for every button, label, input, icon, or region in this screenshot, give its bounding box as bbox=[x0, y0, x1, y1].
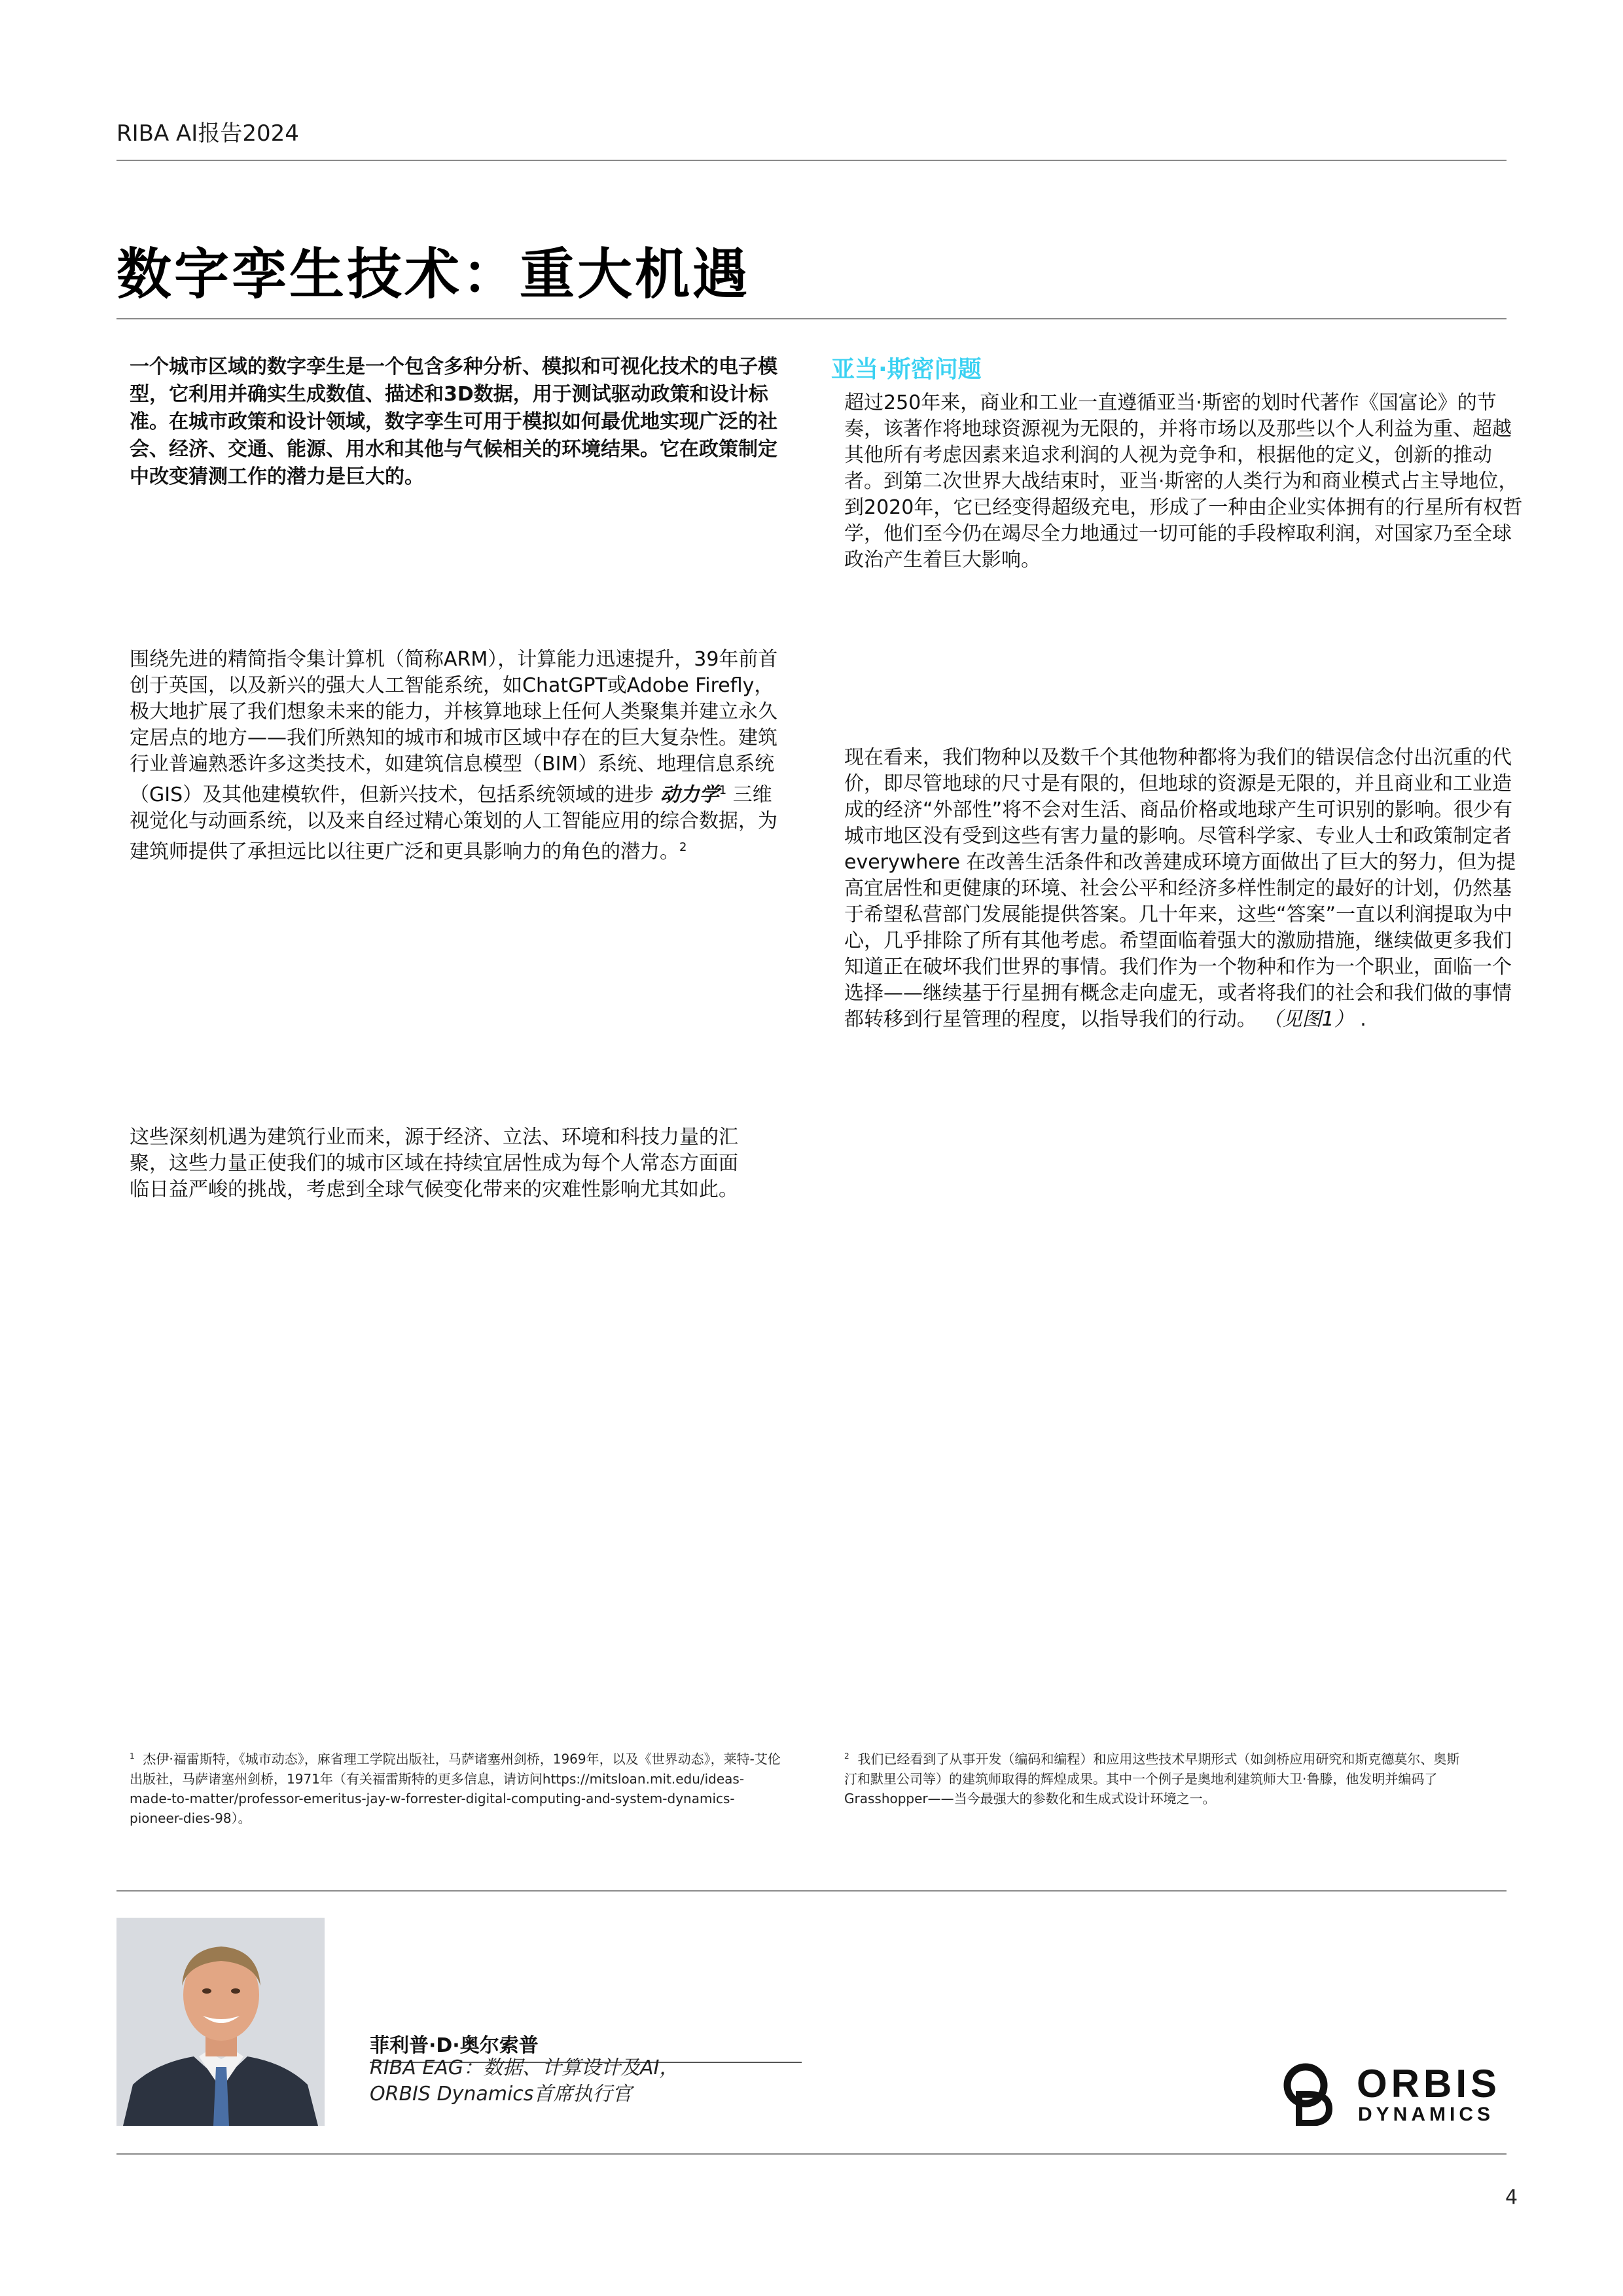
logo-wordmark-orbis: ORBIS bbox=[1357, 2062, 1501, 2106]
footnote-ref-1[interactable]: 1 bbox=[719, 783, 727, 797]
logo-wordmark-dynamics: DYNAMICS bbox=[1358, 2104, 1495, 2125]
portrait-illustration bbox=[116, 1918, 325, 2126]
author-top-divider bbox=[116, 1890, 1507, 1892]
author-role-line-1: RIBA EAG：数据、计算设计及AI， bbox=[370, 2056, 679, 2079]
footnote-2-text: 我们已经看到了从事开发（编码和编程）和应用这些技术早期形式（如剑桥应用研究和斯克德莫尔、奥斯汀和默里公司等）的建筑师取得的辉煌成果。其中一个例子是奥地利建筑师大卫·鲁滕，他发明并编码了Grasshopper——当今最强大的参数化和生成式设计环境之一。 bbox=[844, 1751, 1460, 1806]
intro-paragraph: 一个城市区域的数字孪生是一个包含多种分析、模拟和可视化技术的电子模型，它利用并确实生成数值、描述和3D数据，用于测试驱动政策和设计标准。在城市政策和设计领域，数字孪生可用于模拟如何最优地实现广泛的社会、经济、交通、能源、用水和其他与气候相关的环境结果。它在政策制定中改变猜测工作的潜力是巨大的。 bbox=[130, 355, 777, 488]
right-paragraph-1: 超过250年来，商业和工业一直遵循亚当·斯密的划时代著作《国富论》的节奏，该著作将地球资源视为无限的，并将市场以及那些以个人利益为重、超越其他所有考虑因素来追求利润的人视为竞争和，根据他的定义，创新的推动者。到第二次世界大战结束时，亚当·斯密的人类行为和商业模式占主导地位，到2020年，它已经变得超级充电，形成了一种由企业实体拥有的行星所有权哲学，他们至今仍在竭尽全力地通过一切可能的手段榨取利润，对国家乃至全球政治产生着巨大影响。 bbox=[844, 391, 1523, 571]
footnote-ref-2[interactable]: 2 bbox=[679, 840, 687, 854]
header-divider bbox=[116, 160, 1507, 161]
orbis-logo-mark bbox=[1279, 2060, 1515, 2126]
left-paragraph-2: 这些深刻机遇为建筑行业而来，源于经济、立法、环境和科技力量的汇聚，这些力量正使我们的城市区域在持续宜居性成为每个人常态方面面临日益严峻的挑战，考虑到全球气候变化带来的灾难性影响尤其如此。 bbox=[130, 1126, 738, 1201]
figure-reference[interactable]: （见图1） bbox=[1262, 1008, 1354, 1031]
footnote-1-number: 1 bbox=[130, 1751, 135, 1761]
section-subheading: 亚当·斯密问题 bbox=[831, 356, 982, 383]
orbis-dynamics-logo bbox=[1279, 2060, 1515, 2126]
report-header: RIBA AI报告2024 bbox=[116, 120, 299, 147]
footnote-1 bbox=[130, 1746, 784, 1828]
footer-divider bbox=[116, 2153, 1507, 2155]
left-paragraph-1-text-a: 围绕先进的精简指令集计算机（简称ARM），计算能力迅速提升，39年前首创于英国，以及新兴的强大人工智能系统，如ChatGPT或Adobe Firefly，极大地扩展了我们想象未来的能力，并核算地球上任何人类聚集并建立永久定居点的地方——我们所熟知的城市和城市区域中存在的巨大复杂性。建筑行业普遍熟悉许多这类技术，如建筑信息模型（BIM）系统、地理信息系统（GIS）及其他建模软件，但新兴技术，包括系统领域的进步 bbox=[130, 648, 778, 806]
left-paragraph-1-text-b: 三维视觉化与动画系统，以及来自经过精心策划的人工智能应用的综合数据，为建筑师提供了承担远比以往更广泛和更具影响力的角色的潜力。 bbox=[130, 783, 777, 863]
page-number: 4 bbox=[1505, 2186, 1518, 2209]
dynamics-emphasis: 动力学 bbox=[660, 783, 719, 806]
author-name: 菲利普·D·奥尔索普 bbox=[370, 2034, 539, 2057]
right-paragraph-2-end: . bbox=[1360, 1008, 1366, 1031]
author-photo bbox=[116, 1918, 325, 2126]
author-role-line-2: ORBIS Dynamics首席执行官 bbox=[370, 2083, 632, 2106]
title-divider bbox=[116, 318, 1507, 319]
left-paragraph-1 bbox=[130, 647, 791, 865]
author-role bbox=[370, 2055, 841, 2108]
page-title: 数字孪生技术：重大机遇 bbox=[116, 242, 751, 306]
right-paragraph-2-text: 现在看来，我们物种以及数千个其他物种都将为我们的错误信念付出沉重的代价，即尽管地球的尺寸是有限的，但地球的资源是无限的，并且商业和工业造成的经济“外部性”将不会对生活、商品价格或地球产生可识别的影响。很少有城市地区没有受到这些有害力量的影响。尽管科学家、专业人士和政策制定者 everywhere 在改善生活条件和改善建成环境方面做出了巨大的努力，但为提高宜居性和更健康的环境、社会公平和经济多样性制定的最好的计划，仍然基于希望私营部门发展能提供答案。几十年来，这些“答案”一直以利润提取为中心，几乎排除了所有其他考虑。希望面临着强大的激励措施，继续做更多我们知道正在破坏我们世界的事情。我们作为一个物种和作为一个职业，面临一个选择——继续基于行星拥有概念走向虚无，或者将我们的社会和我们做的事情都转移到行星管理的程度，以指导我们的行动。 bbox=[844, 746, 1516, 1031]
right-paragraph-2 bbox=[844, 745, 1525, 1033]
footnote-2-number: 2 bbox=[844, 1751, 849, 1761]
footnote-1-text: 杰伊·福雷斯特，《城市动态》，麻省理工学院出版社，马萨诸塞州剑桥，1969年，以及《世界动态》，莱特-艾伦出版社，马萨诸塞州剑桥，1971年（有关福雷斯特的更多信息，请访问https://mitsloan.mit.edu/ideas-made-to-matter/professor-emeritus-jay-w-forrester-digital-computing-and-system-dynamics-pioneer-dies-98）。 bbox=[130, 1751, 781, 1826]
footnote-2 bbox=[844, 1746, 1472, 1808]
